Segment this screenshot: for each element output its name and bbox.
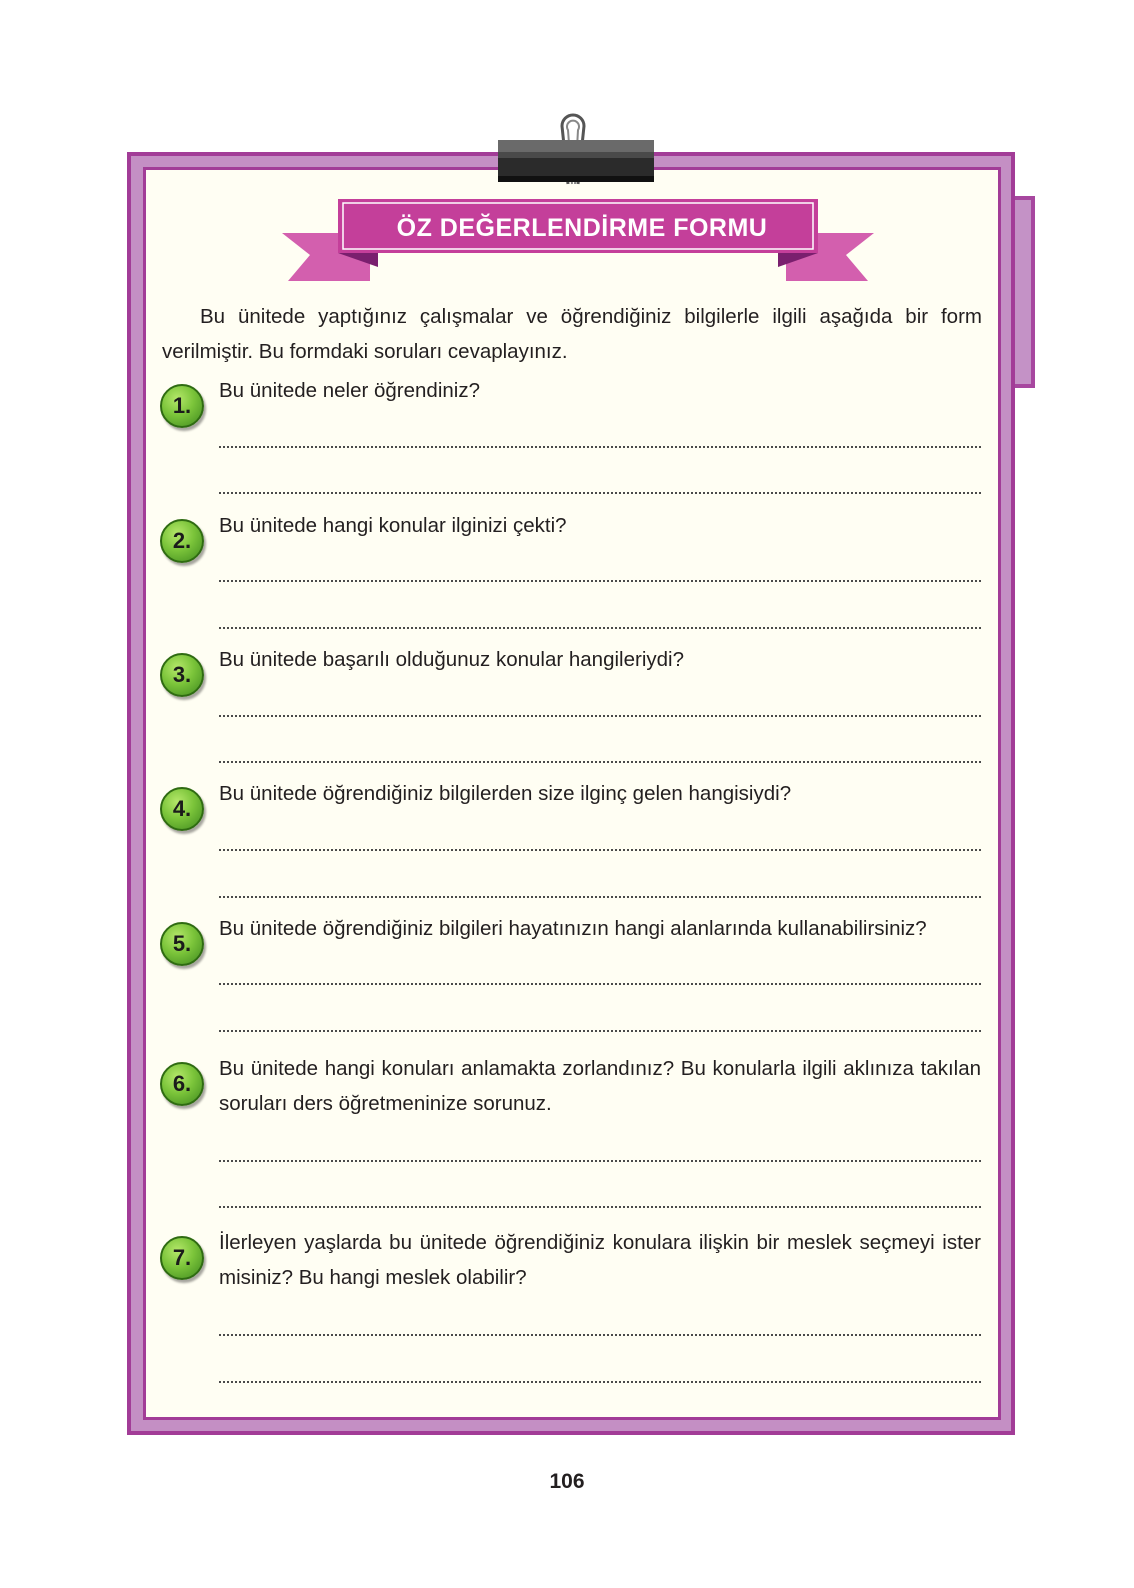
question-text: Bu ünitede hangi konuları anlamakta zorlandınız? Bu konularla ilgili aklınıza takılan soruları ders öğretmeninize sorunuz. (219, 1057, 981, 1115)
page-number: 106 (549, 1470, 585, 1493)
question-number-badge: 4. (160, 787, 204, 831)
answer-line[interactable] (219, 713, 981, 717)
answer-line[interactable] (219, 490, 981, 494)
question-text: Bu ünitede başarılı olduğunuz konular hangileriydi? (219, 648, 684, 671)
answer-line[interactable] (219, 981, 981, 985)
question-number-badge: 1. (160, 384, 204, 428)
form-title: ÖZ DEĞERLENDİRME FORMU (396, 214, 768, 242)
question-number-badge: 7. (160, 1236, 204, 1280)
answer-line[interactable] (219, 759, 981, 763)
answer-line[interactable] (219, 1028, 981, 1032)
answer-line[interactable] (219, 444, 981, 448)
answer-line[interactable] (219, 578, 981, 582)
question-number-badge: 5. (160, 922, 204, 966)
answer-line[interactable] (219, 894, 981, 898)
question-text: Bu ünitede öğrendiğiniz bilgilerden size ilginç gelen hangisiydi? (219, 782, 792, 805)
question-number-badge: 3. (160, 653, 204, 697)
answer-line[interactable] (219, 1379, 981, 1383)
question-text: İlerleyen yaşlarda bu ünitede öğrendiğiniz konulara ilişkin bir meslek seçmeyi ister misiniz? Bu hangi meslek olabilir? (219, 1231, 981, 1289)
answer-line[interactable] (219, 1332, 981, 1336)
question-number-badge: 6. (160, 1062, 204, 1106)
question-text: Bu ünitede hangi konular ilginizi çekti? (219, 514, 567, 537)
answer-line[interactable] (219, 1204, 981, 1208)
question-text: Bu ünitede neler öğrendiniz? (219, 379, 480, 402)
answer-line[interactable] (219, 1158, 981, 1162)
question-text: Bu ünitede öğrendiğiniz bilgileri hayatınızın hangi alanlarında kullanabilirsiniz? (219, 917, 927, 940)
answer-line[interactable] (219, 847, 981, 851)
binder-clip-icon (498, 96, 658, 191)
intro-text: Bu ünitede yaptığınız çalışmalar ve öğrendiğiniz bilgilerle ilgili aşağıda bir form verilmiştir. Bu formdaki soruları cevaplayınız. (162, 305, 982, 363)
question-number-badge: 2. (160, 519, 204, 563)
answer-line[interactable] (219, 625, 981, 629)
